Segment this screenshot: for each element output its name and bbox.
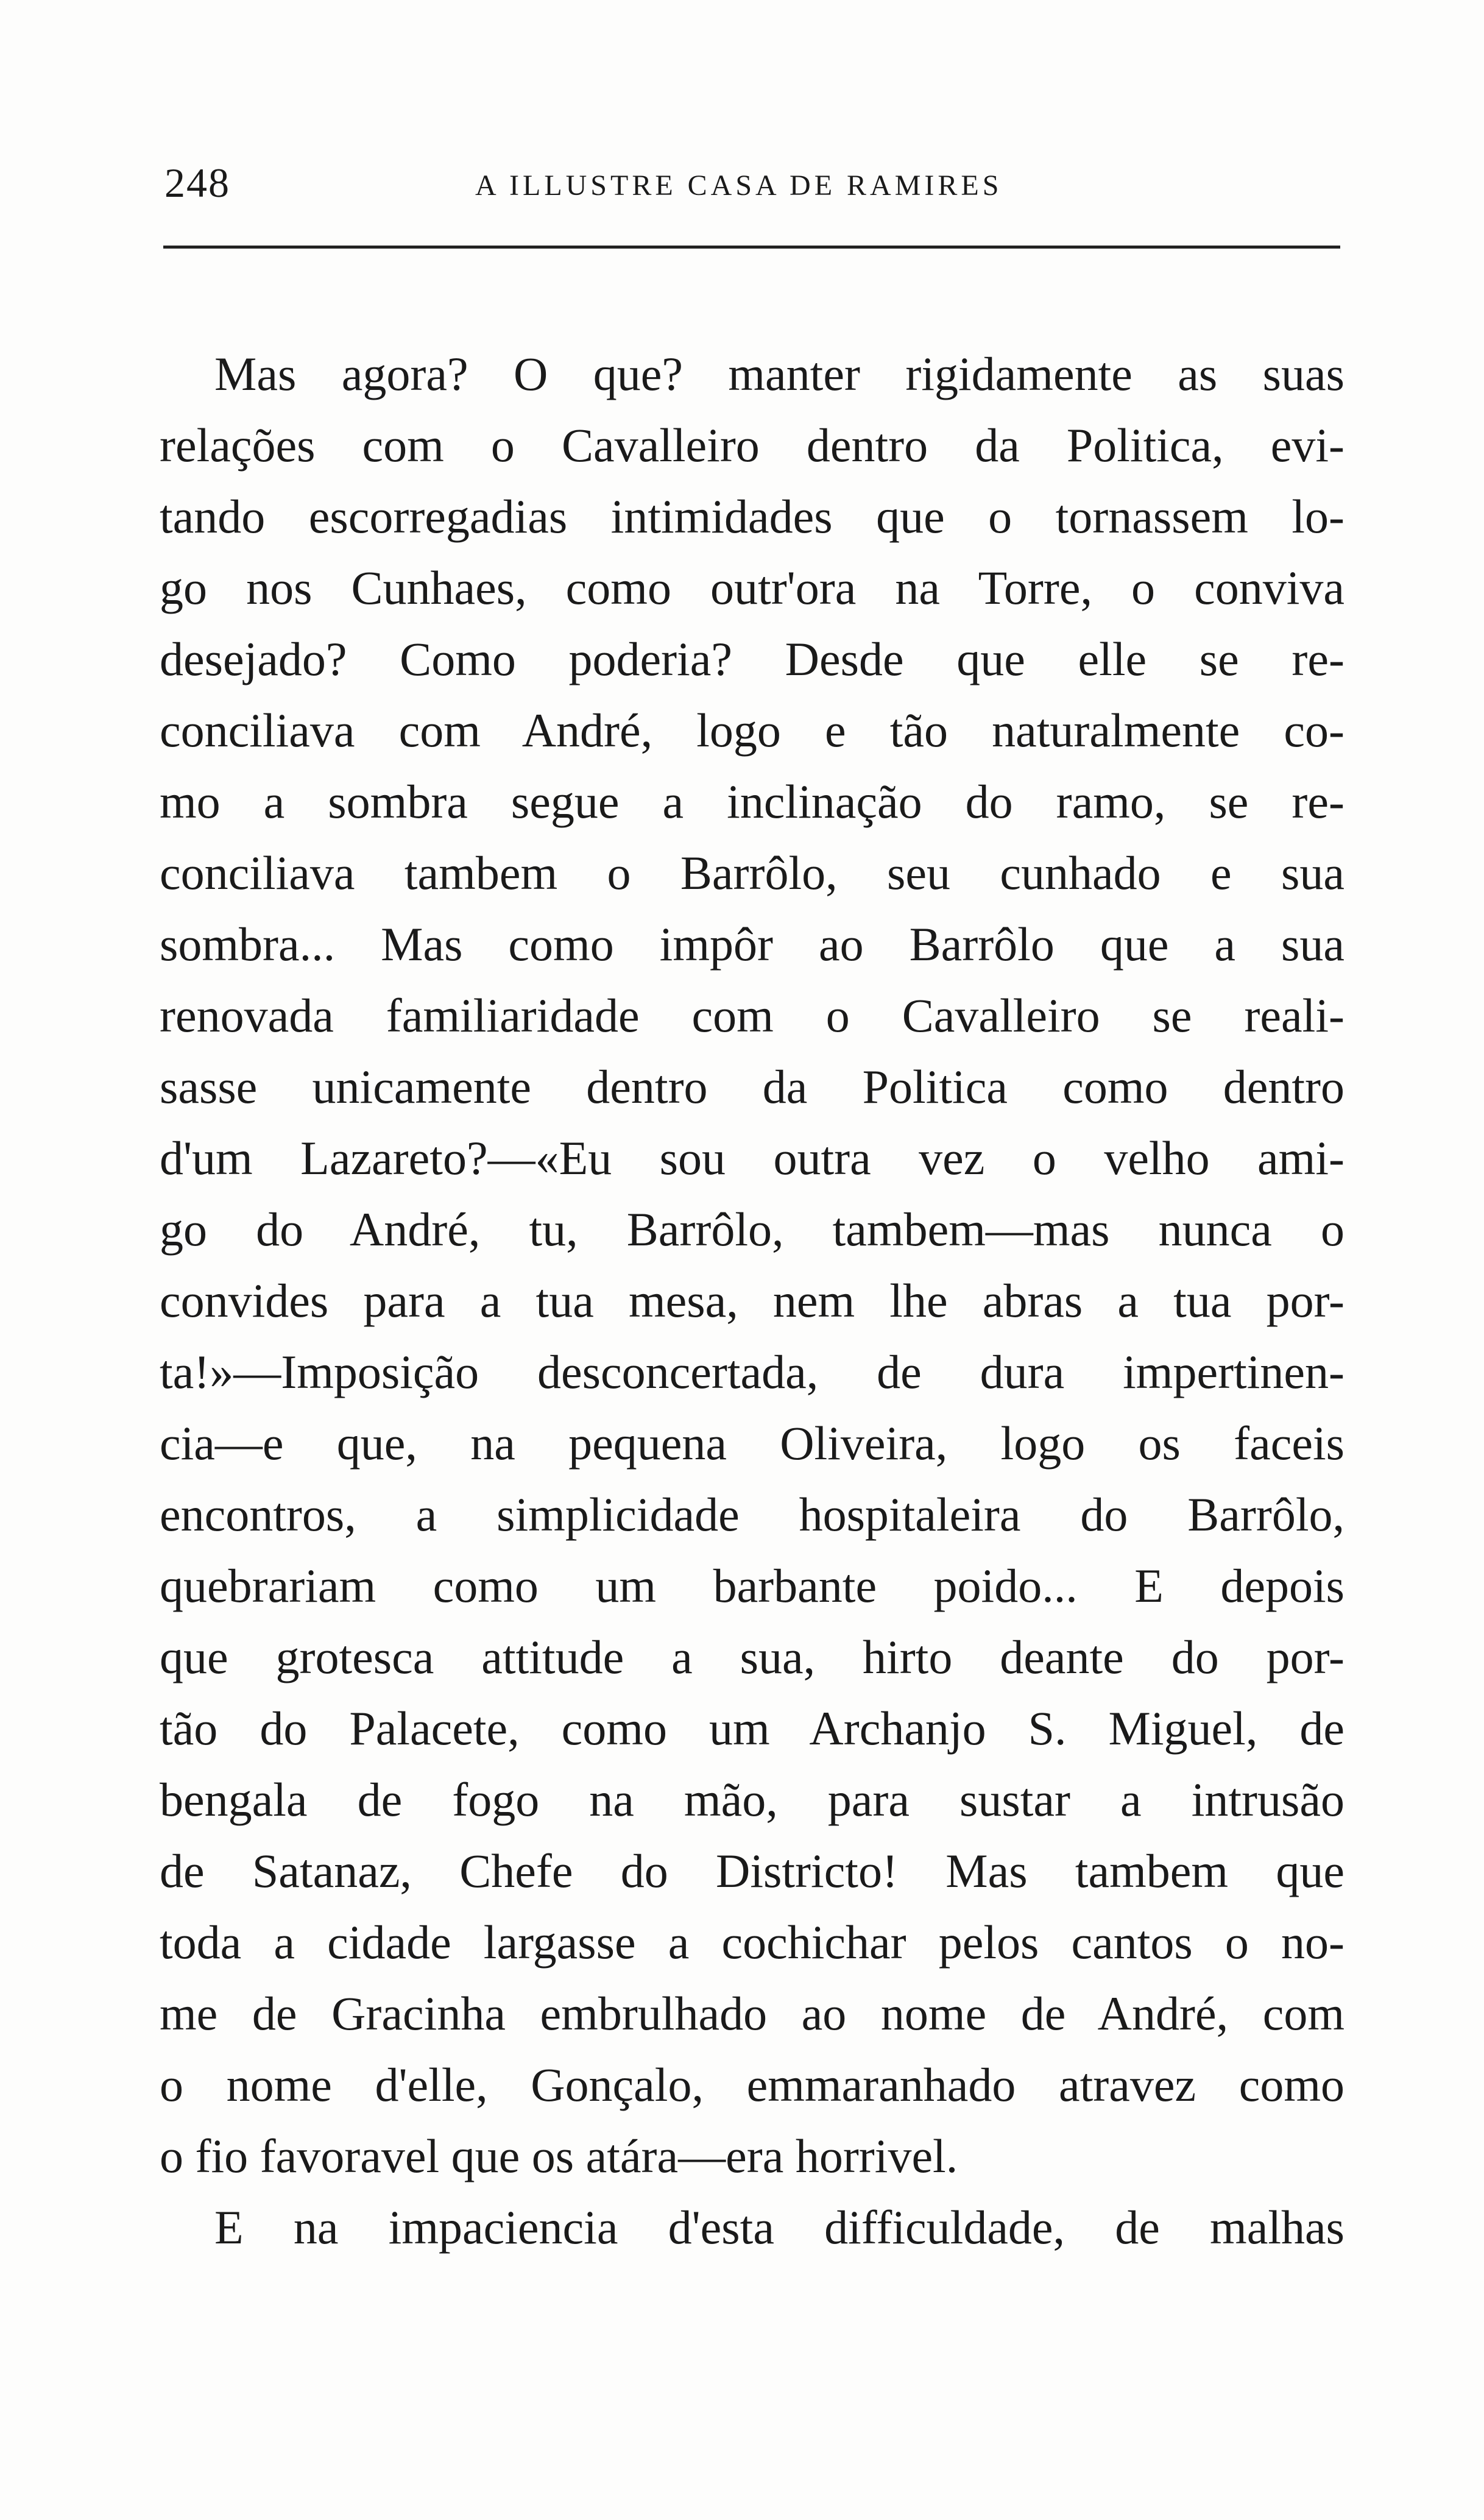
text-line: sasse unicamente dentro da Politica como dentro: [160, 1060, 1344, 1113]
text-line: toda a cidade largasse a cochichar pelos cantos o no-: [160, 1916, 1344, 1969]
text-line: de Satanaz, Chefe do Districto! Mas tambem que: [160, 1844, 1344, 1897]
text-line: quebrariam como um barbante poido... E depois: [160, 1559, 1344, 1612]
text-line: tão do Palacete, como um Archanjo S. Miguel, de: [160, 1702, 1344, 1755]
text-line: d'um Lazareto?—«Eu sou outra vez o velho ami-: [160, 1131, 1344, 1184]
text-line: bengala de fogo na mão, para sustar a intrusão: [160, 1773, 1344, 1826]
running-title: A ILLUSTRE CASA DE RAMIRES: [475, 169, 1003, 202]
text-line: go do André, tu, Barrôlo, tambem—mas nunca o: [160, 1203, 1344, 1256]
text-line: Mas agora? O que? manter rigidamente as suas: [214, 347, 1344, 400]
text-line: E na impaciencia d'esta difficuldade, de malhas: [214, 2201, 1344, 2254]
text-line: renovada familiaridade com o Cavalleiro se reali-: [160, 989, 1344, 1042]
text-line: o fio favoravel que os atára—era horrivel.: [160, 2129, 958, 2182]
text-line: go nos Cunhaes, como outr'ora na Torre, o conviva: [160, 561, 1344, 614]
text-line: mo a sombra segue a inclinação do ramo, se re-: [160, 775, 1344, 828]
text-line: o nome d'elle, Gonçalo, emmaranhado atravez como: [160, 2058, 1344, 2111]
text-line: cia—e que, na pequena Oliveira, logo os faceis: [160, 1417, 1344, 1470]
text-line: relações com o Cavalleiro dentro da Politica, evi-: [160, 419, 1344, 472]
text-line: ta!»—Imposição desconcertada, de dura impertinen-: [160, 1345, 1344, 1398]
text-line: convides para a tua mesa, nem lhe abras a tua por-: [160, 1274, 1344, 1327]
running-head: [164, 155, 1352, 210]
text-line: me de Gracinha embrulhado ao nome de André, com: [160, 1987, 1344, 2040]
text-line: conciliava tambem o Barrôlo, seu cunhado e sua: [160, 846, 1344, 899]
text-line: tando escorregadias intimidades que o tornassem lo-: [160, 490, 1344, 543]
text-line: sombra... Mas como impôr ao Barrôlo que a sua: [160, 918, 1344, 971]
text-line: que grotesca attitude a sua, hirto deante do por-: [160, 1630, 1344, 1683]
text-line: desejado? Como poderia? Desde que elle se re-: [160, 632, 1344, 685]
header-rule: [163, 246, 1340, 249]
page-number: 248: [164, 160, 230, 206]
text-line: encontros, a simplicidade hospitaleira do Barrôlo,: [160, 1488, 1344, 1541]
text-line: conciliava com André, logo e tão naturalmente co-: [160, 704, 1344, 757]
body-text: [160, 338, 1344, 2263]
